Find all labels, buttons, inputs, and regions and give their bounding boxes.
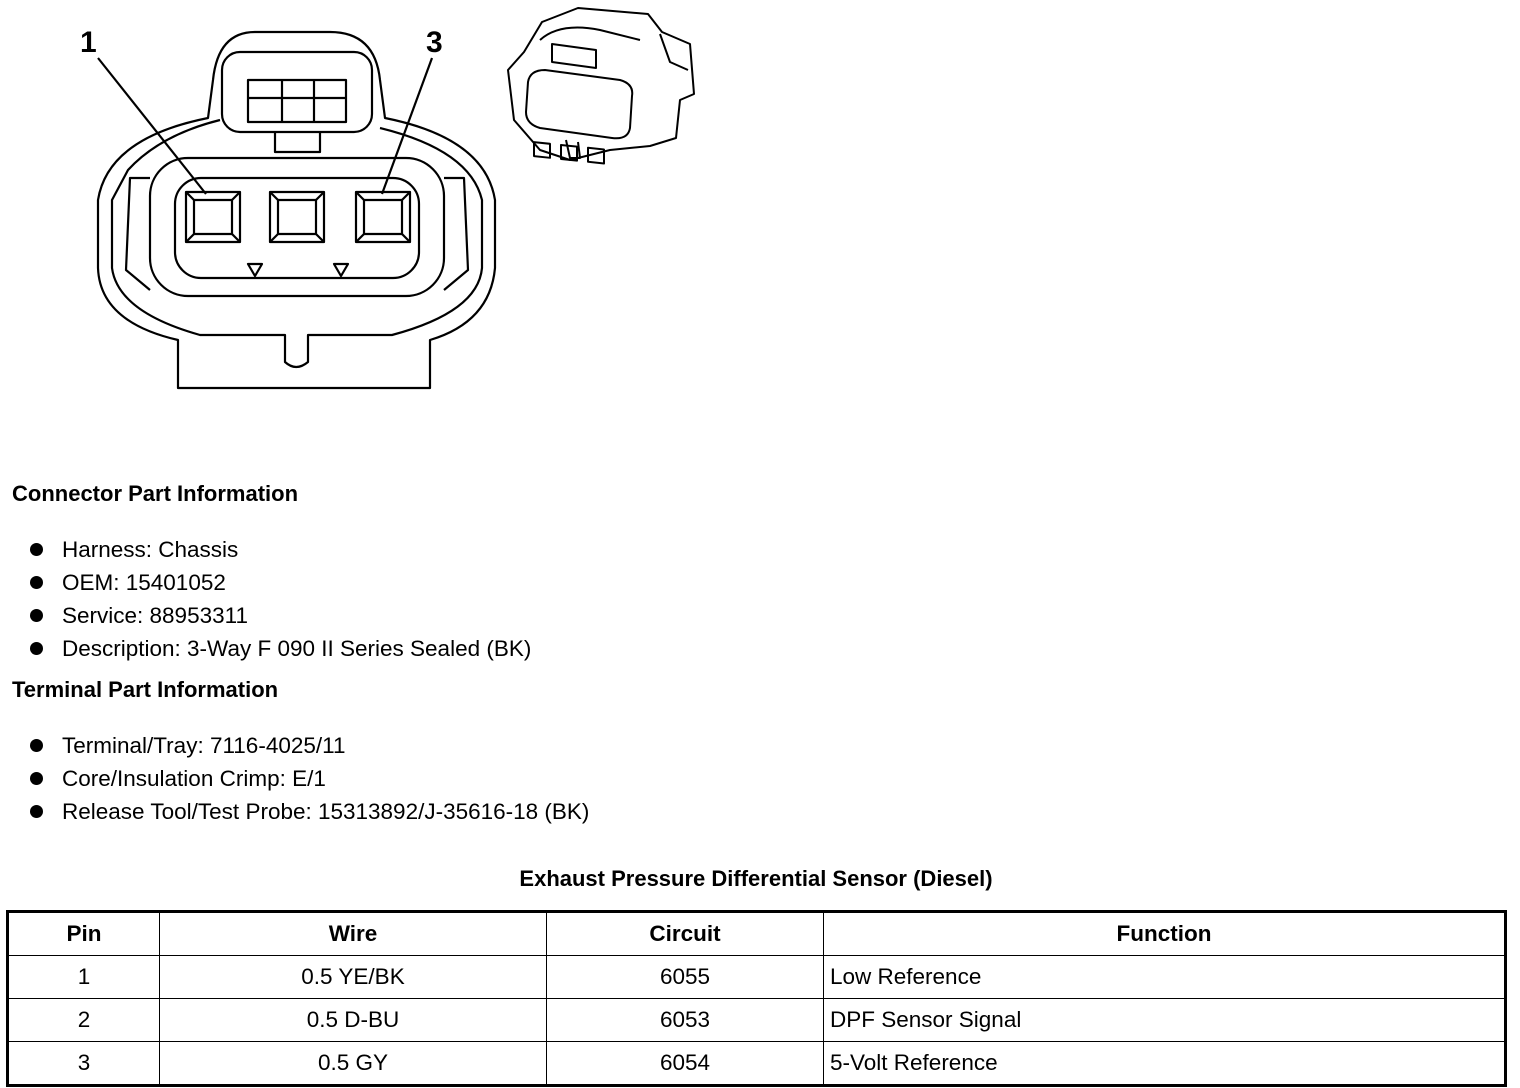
list-item: Release Tool/Test Probe: 15313892/J-35616-18 (BK) xyxy=(28,795,589,828)
list-item: Service: 88953311 xyxy=(28,599,531,632)
cell-wire: 0.5 YE/BK xyxy=(160,956,547,999)
cell-pin: 1 xyxy=(8,956,160,999)
cell-function: Low Reference xyxy=(824,956,1506,999)
column-header-circuit: Circuit xyxy=(547,912,824,956)
bullet-icon xyxy=(30,772,43,785)
pin-table-title: Exhaust Pressure Differential Sensor (Diesel) xyxy=(519,866,993,891)
connector-part-info-list xyxy=(28,533,531,665)
connector-housing-outline xyxy=(98,32,495,388)
list-item: OEM: 15401052 xyxy=(28,566,531,599)
list-item: Core/Insulation Crimp: E/1 xyxy=(28,762,589,795)
bullet-icon xyxy=(30,642,43,655)
pin-3-leader xyxy=(382,58,432,194)
connector-isometric-view xyxy=(508,8,694,163)
list-item: Terminal/Tray: 7116-4025/11 xyxy=(28,729,589,762)
table-row xyxy=(8,999,1506,1042)
list-item: Description: 3-Way F 090 II Series Sealed (BK) xyxy=(28,632,531,665)
terminal-cavity-1 xyxy=(186,192,240,242)
terminal-cavity-3 xyxy=(356,192,410,242)
terminal-cavity-2 xyxy=(270,192,324,242)
cell-pin: 2 xyxy=(8,999,160,1042)
connector-diagram xyxy=(0,0,760,420)
pin-1-leader xyxy=(98,58,206,194)
terminal-part-info-heading: Terminal Part Information xyxy=(12,677,279,702)
table-row xyxy=(8,956,1506,999)
pin-label-3: 3 xyxy=(426,26,443,59)
cell-circuit: 6055 xyxy=(547,956,824,999)
column-header-pin: Pin xyxy=(8,912,160,956)
terminal-part-info-list xyxy=(28,729,589,828)
pin-table xyxy=(6,910,1507,1087)
table-header-row xyxy=(8,912,1506,956)
cell-pin: 3 xyxy=(8,1042,160,1086)
cell-function: 5-Volt Reference xyxy=(824,1042,1506,1086)
connector-latch xyxy=(222,52,372,132)
cell-wire: 0.5 GY xyxy=(160,1042,547,1086)
list-item: Harness: Chassis xyxy=(28,533,531,566)
cell-circuit: 6054 xyxy=(547,1042,824,1086)
column-header-function: Function xyxy=(824,912,1506,956)
bullet-icon xyxy=(30,609,43,622)
cell-wire: 0.5 D-BU xyxy=(160,999,547,1042)
column-header-wire: Wire xyxy=(160,912,547,956)
connector-part-info-heading: Connector Part Information xyxy=(12,481,299,506)
bullet-icon xyxy=(30,739,43,752)
bullet-icon xyxy=(30,805,43,818)
cell-function: DPF Sensor Signal xyxy=(824,999,1506,1042)
bullet-icon xyxy=(30,543,43,556)
pin-label-1: 1 xyxy=(80,26,97,59)
bullet-icon xyxy=(30,576,43,589)
table-row xyxy=(8,1042,1506,1086)
cell-circuit: 6053 xyxy=(547,999,824,1042)
